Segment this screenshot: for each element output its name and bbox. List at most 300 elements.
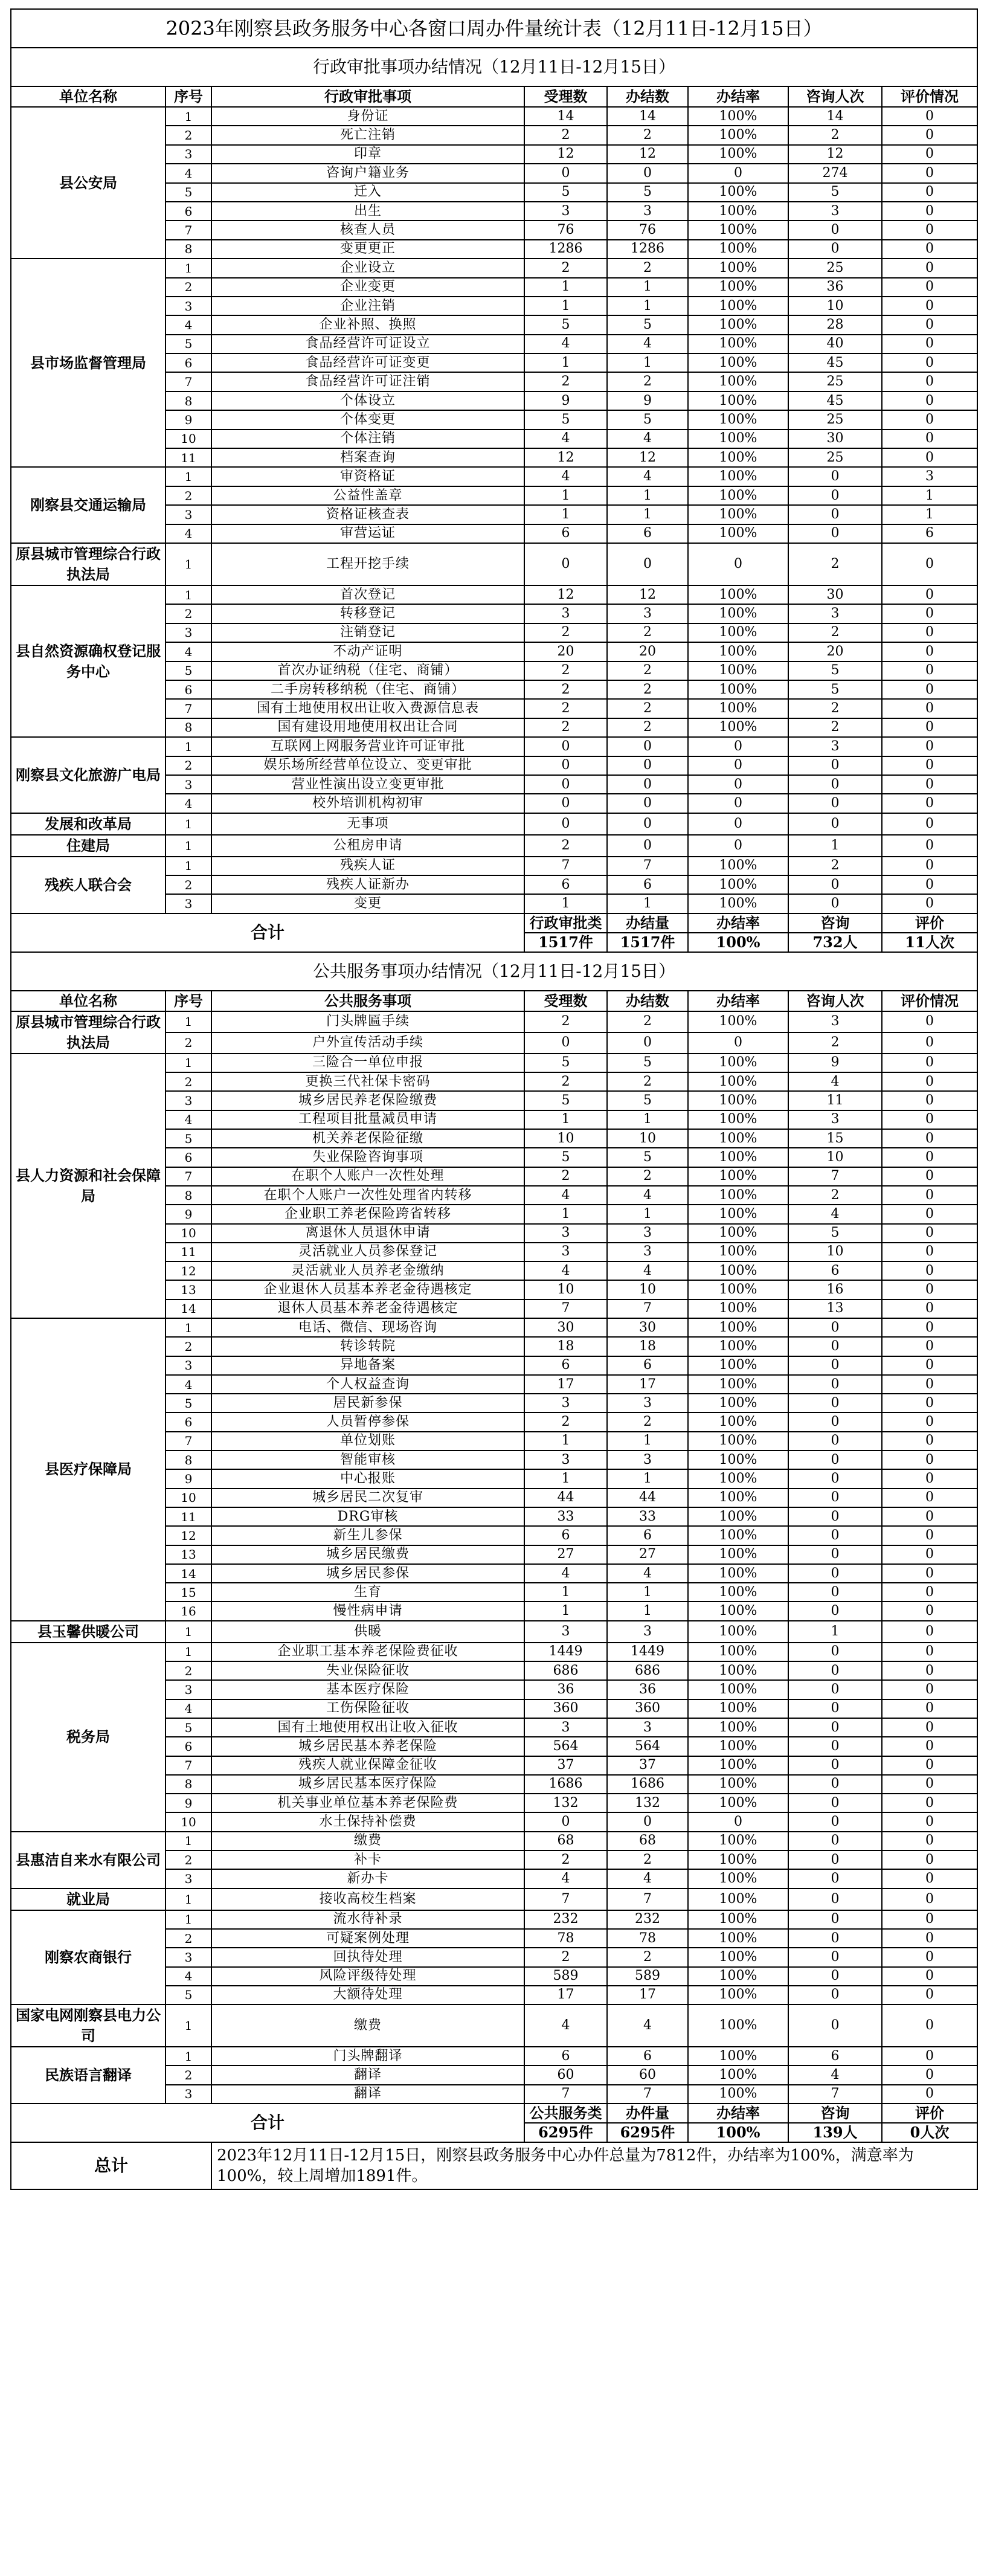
- rate-cell: 100%: [688, 1356, 788, 1375]
- completed-cell: 6: [607, 875, 688, 894]
- completed-cell: 0: [607, 543, 688, 585]
- public-total-label-1: 办件量: [607, 2104, 688, 2123]
- admin-total-value-3: 732人: [788, 933, 882, 952]
- rating-cell: 0: [882, 737, 977, 756]
- consult-cell: 3: [788, 1011, 882, 1032]
- admin-consult-header: 咨询人次: [788, 86, 882, 107]
- accepted-cell: 2: [524, 259, 607, 277]
- seq-cell: 1: [166, 585, 211, 604]
- completed-cell: 2: [607, 699, 688, 718]
- seq-cell: 3: [166, 1680, 211, 1699]
- rating-cell: 0: [882, 1054, 977, 1072]
- completed-cell: 2: [607, 1167, 688, 1186]
- consult-cell: 2: [788, 543, 882, 585]
- item-cell: 工伤保险征收: [211, 1699, 524, 1718]
- completed-cell: 18: [607, 1337, 688, 1356]
- accepted-cell: 1: [524, 353, 607, 372]
- rating-cell: 0: [882, 297, 977, 315]
- seq-cell: 8: [166, 718, 211, 737]
- seq-cell: 7: [166, 1167, 211, 1186]
- rating-cell: 3: [882, 467, 977, 486]
- completed-cell: 10: [607, 1129, 688, 1148]
- completed-cell: 4: [607, 1564, 688, 1583]
- table-row: [11, 543, 977, 585]
- accepted-cell: 1: [524, 894, 607, 913]
- item-cell: 食品经营许可证设立: [211, 335, 524, 353]
- seq-cell: 1: [166, 1621, 211, 1643]
- admin-subtitle: 行政审批事项办结情况（12月11日-12月15日）: [11, 48, 977, 86]
- rating-cell: 0: [882, 1680, 977, 1699]
- seq-cell: 7: [166, 372, 211, 391]
- item-cell: 转移登记: [211, 604, 524, 623]
- consult-cell: 36: [788, 278, 882, 297]
- admin-total-label-2: 办结率: [688, 913, 788, 933]
- rating-cell: 0: [882, 1583, 977, 1602]
- accepted-cell: 5: [524, 410, 607, 429]
- seq-cell: 1: [166, 737, 211, 756]
- item-cell: 企业注销: [211, 297, 524, 315]
- rate-cell: 100%: [688, 372, 788, 391]
- seq-cell: 3: [166, 297, 211, 315]
- rating-cell: 0: [882, 372, 977, 391]
- table-row: [11, 1910, 977, 1929]
- seq-cell: 6: [166, 1148, 211, 1167]
- completed-cell: 7: [607, 2085, 688, 2104]
- rating-cell: 0: [882, 543, 977, 585]
- dept-name-cell: 县惠洁自来水有限公司: [11, 1832, 166, 1889]
- dept-name-cell: 就业局: [11, 1889, 166, 1910]
- public-total-label-0: 公共服务类: [524, 2104, 607, 2123]
- completed-cell: 36: [607, 1680, 688, 1699]
- dept-name-cell: 残疾人联合会: [11, 857, 166, 913]
- seq-cell: 2: [166, 126, 211, 144]
- item-cell: 企业职工基本养老保险费征收: [211, 1643, 524, 1661]
- rate-cell: 0: [688, 164, 788, 182]
- consult-cell: 0: [788, 1507, 882, 1526]
- rate-cell: 100%: [688, 1507, 788, 1526]
- item-cell: 国有土地使用权出让收入征收: [211, 1718, 524, 1737]
- accepted-cell: 6: [524, 1356, 607, 1375]
- completed-cell: 1: [607, 486, 688, 505]
- consult-cell: 2: [788, 1032, 882, 1054]
- item-cell: 回执待处理: [211, 1948, 524, 1966]
- completed-cell: 44: [607, 1489, 688, 1507]
- rate-cell: 100%: [688, 2047, 788, 2066]
- accepted-cell: 44: [524, 1489, 607, 1507]
- rate-cell: 100%: [688, 410, 788, 429]
- rating-cell: 0: [882, 1718, 977, 1737]
- rating-cell: 0: [882, 1412, 977, 1431]
- completed-cell: 1: [607, 1110, 688, 1129]
- seq-cell: 5: [166, 662, 211, 680]
- accepted-cell: 5: [524, 1091, 607, 1110]
- item-cell: 中心报账: [211, 1469, 524, 1488]
- completed-cell: 4: [607, 2004, 688, 2047]
- rate-cell: 100%: [688, 107, 788, 126]
- seq-cell: 3: [166, 775, 211, 794]
- rate-cell: 100%: [688, 126, 788, 144]
- consult-cell: 0: [788, 2004, 882, 2047]
- rate-cell: 100%: [688, 524, 788, 543]
- item-cell: 公租房申请: [211, 835, 524, 857]
- consult-cell: 0: [788, 894, 882, 913]
- rate-cell: 100%: [688, 240, 788, 259]
- seq-cell: 4: [166, 315, 211, 334]
- seq-cell: 1: [166, 1832, 211, 1850]
- consult-cell: 2: [788, 1186, 882, 1205]
- accepted-cell: 1: [524, 1602, 607, 1620]
- seq-cell: 7: [166, 221, 211, 239]
- rate-cell: 100%: [688, 1224, 788, 1243]
- rating-cell: 0: [882, 1526, 977, 1545]
- admin-rating-header: 评价情况: [882, 86, 977, 107]
- accepted-cell: 0: [524, 737, 607, 756]
- rate-cell: 100%: [688, 1110, 788, 1129]
- accepted-cell: 2: [524, 662, 607, 680]
- accepted-cell: 0: [524, 543, 607, 585]
- rate-cell: 100%: [688, 1412, 788, 1431]
- accepted-cell: 1: [524, 1469, 607, 1488]
- rating-cell: 0: [882, 894, 977, 913]
- seq-cell: 1: [166, 2047, 211, 2066]
- seq-cell: 4: [166, 1110, 211, 1129]
- public-completed-header: 办结数: [607, 991, 688, 1011]
- table-row: [11, 813, 977, 835]
- seq-cell: 4: [166, 1699, 211, 1718]
- item-cell: 变更更正: [211, 240, 524, 259]
- accepted-cell: 1: [524, 1205, 607, 1223]
- consult-cell: 4: [788, 1205, 882, 1223]
- consult-cell: 0: [788, 1929, 882, 1948]
- accepted-cell: 232: [524, 1910, 607, 1929]
- consult-cell: 6: [788, 1261, 882, 1280]
- completed-cell: 78: [607, 1929, 688, 1948]
- rate-cell: 100%: [688, 1948, 788, 1966]
- rating-cell: 0: [882, 240, 977, 259]
- item-cell: 水土保持补偿费: [211, 1812, 524, 1831]
- rating-cell: 0: [882, 1910, 977, 1929]
- consult-cell: 0: [788, 1850, 882, 1869]
- consult-cell: 0: [788, 1643, 882, 1661]
- rate-cell: 100%: [688, 1832, 788, 1850]
- seq-cell: 4: [166, 642, 211, 661]
- consult-cell: 5: [788, 662, 882, 680]
- rating-cell: 0: [882, 1602, 977, 1620]
- completed-cell: 4: [607, 430, 688, 448]
- completed-cell: 1: [607, 1602, 688, 1620]
- accepted-cell: 2: [524, 1412, 607, 1431]
- accepted-cell: 4: [524, 335, 607, 353]
- item-cell: 二手房转移纳税（住宅、商铺）: [211, 680, 524, 699]
- dept-name-cell: 县玉馨供暖公司: [11, 1621, 166, 1643]
- item-cell: 核查人员: [211, 221, 524, 239]
- rating-cell: 0: [882, 202, 977, 221]
- rate-cell: 0: [688, 543, 788, 585]
- seq-cell: 4: [166, 1967, 211, 1986]
- completed-cell: 0: [607, 835, 688, 857]
- seq-cell: 3: [166, 1869, 211, 1888]
- consult-cell: 0: [788, 1680, 882, 1699]
- seq-cell: 7: [166, 699, 211, 718]
- rating-cell: 0: [882, 259, 977, 277]
- completed-cell: 4: [607, 1186, 688, 1205]
- accepted-cell: 0: [524, 1812, 607, 1831]
- admin-total-label: 合计: [11, 913, 524, 952]
- completed-cell: 1: [607, 505, 688, 524]
- rate-cell: 100%: [688, 221, 788, 239]
- item-cell: 基本医疗保险: [211, 1680, 524, 1699]
- completed-cell: 33: [607, 1507, 688, 1526]
- rating-cell: 0: [882, 835, 977, 857]
- completed-cell: 7: [607, 1299, 688, 1318]
- consult-cell: 12: [788, 145, 882, 164]
- rating-cell: 0: [882, 1775, 977, 1794]
- rating-cell: 0: [882, 126, 977, 144]
- rating-cell: 0: [882, 107, 977, 126]
- item-cell: 在职个人账户一次性处理省内转移: [211, 1186, 524, 1205]
- accepted-cell: 1286: [524, 240, 607, 259]
- accepted-cell: 1: [524, 1432, 607, 1451]
- completed-cell: 1286: [607, 240, 688, 259]
- report-sheet: [10, 8, 977, 2190]
- seq-cell: 3: [166, 1948, 211, 1966]
- title-row: [11, 9, 977, 48]
- dept-name-cell: 县公安局: [11, 107, 166, 259]
- consult-cell: 0: [788, 1812, 882, 1831]
- dept-name-cell: 国家电网刚察县电力公司: [11, 2004, 166, 2047]
- item-cell: 档案查询: [211, 448, 524, 467]
- completed-cell: 2: [607, 718, 688, 737]
- rate-cell: 100%: [688, 278, 788, 297]
- rating-cell: 0: [882, 623, 977, 642]
- seq-cell: 1: [166, 835, 211, 857]
- rating-cell: 0: [882, 1812, 977, 1831]
- rate-cell: 100%: [688, 1469, 788, 1488]
- rating-cell: 0: [882, 391, 977, 410]
- completed-cell: 3: [607, 1243, 688, 1261]
- seq-cell: 3: [166, 505, 211, 524]
- rate-cell: 100%: [688, 1545, 788, 1564]
- seq-cell: 7: [166, 1432, 211, 1451]
- completed-cell: 27: [607, 1545, 688, 1564]
- dept-name-cell: 县医疗保障局: [11, 1318, 166, 1621]
- completed-cell: 2: [607, 1412, 688, 1431]
- completed-cell: 17: [607, 1375, 688, 1394]
- accepted-cell: 1449: [524, 1643, 607, 1661]
- accepted-cell: 10: [524, 1129, 607, 1148]
- seq-cell: 6: [166, 202, 211, 221]
- seq-cell: 10: [166, 430, 211, 448]
- completed-cell: 5: [607, 1054, 688, 1072]
- rating-cell: 0: [882, 1167, 977, 1186]
- rate-cell: 100%: [688, 1072, 788, 1091]
- item-cell: 身份证: [211, 107, 524, 126]
- item-cell: 在职个人账户一次性处理: [211, 1167, 524, 1186]
- consult-cell: 1: [788, 1621, 882, 1643]
- dept-name-cell: 发展和改革局: [11, 813, 166, 835]
- item-cell: 人员暂停参保: [211, 1412, 524, 1431]
- completed-cell: 1: [607, 1583, 688, 1602]
- dept-name-cell: 原县城市管理综合行政执法局: [11, 1011, 166, 1054]
- consult-cell: 0: [788, 1451, 882, 1469]
- rate-cell: 100%: [688, 1337, 788, 1356]
- accepted-cell: 2: [524, 680, 607, 699]
- completed-cell: 360: [607, 1699, 688, 1718]
- completed-cell: 1: [607, 1469, 688, 1488]
- consult-cell: 2: [788, 126, 882, 144]
- dept-name-cell: 刚察农商银行: [11, 1910, 166, 2004]
- item-cell: 城乡居民参保: [211, 1564, 524, 1583]
- table-row: [11, 737, 977, 756]
- seq-cell: 5: [166, 1129, 211, 1148]
- consult-cell: 10: [788, 1243, 882, 1261]
- seq-cell: 2: [166, 2066, 211, 2084]
- seq-cell: 11: [166, 1243, 211, 1261]
- rating-cell: 0: [882, 1545, 977, 1564]
- rating-cell: 0: [882, 1224, 977, 1243]
- accepted-cell: 3: [524, 1224, 607, 1243]
- rate-cell: 100%: [688, 467, 788, 486]
- rate-cell: 100%: [688, 1564, 788, 1583]
- rate-cell: 100%: [688, 1661, 788, 1680]
- item-cell: 失业保险咨询事项: [211, 1148, 524, 1167]
- item-cell: 残疾人证: [211, 857, 524, 875]
- completed-cell: 9: [607, 391, 688, 410]
- summary-row: [11, 2142, 977, 2189]
- item-cell: 营业性演出设立变更审批: [211, 775, 524, 794]
- completed-cell: 37: [607, 1756, 688, 1775]
- accepted-cell: 6: [524, 2047, 607, 2066]
- accepted-cell: 33: [524, 1507, 607, 1526]
- item-cell: 审资格证: [211, 467, 524, 486]
- item-cell: 更换三代社保卡密码: [211, 1072, 524, 1091]
- completed-cell: 76: [607, 221, 688, 239]
- admin-total-labels-row: [11, 913, 977, 933]
- completed-cell: 232: [607, 1910, 688, 1929]
- rating-cell: 0: [882, 448, 977, 467]
- item-cell: 首次登记: [211, 585, 524, 604]
- consult-cell: 4: [788, 1072, 882, 1091]
- table-row: [11, 2047, 977, 2066]
- seq-cell: 2: [166, 1072, 211, 1091]
- completed-cell: 5: [607, 315, 688, 334]
- rating-cell: 0: [882, 2066, 977, 2084]
- rate-cell: 100%: [688, 1011, 788, 1032]
- rate-cell: 100%: [688, 297, 788, 315]
- rating-cell: 0: [882, 1756, 977, 1775]
- item-cell: 注销登记: [211, 623, 524, 642]
- rating-cell: 0: [882, 756, 977, 775]
- seq-cell: 8: [166, 1451, 211, 1469]
- rating-cell: 1: [882, 486, 977, 505]
- item-cell: 国有建设用地使用权出让合同: [211, 718, 524, 737]
- completed-cell: 1: [607, 1432, 688, 1451]
- rate-cell: 100%: [688, 1869, 788, 1888]
- rate-cell: 100%: [688, 1129, 788, 1148]
- public-item-header: 公共服务事项: [211, 991, 524, 1011]
- consult-cell: 0: [788, 1394, 882, 1412]
- rating-cell: 0: [882, 1869, 977, 1888]
- seq-cell: 13: [166, 1545, 211, 1564]
- rate-cell: 100%: [688, 857, 788, 875]
- accepted-cell: 589: [524, 1967, 607, 1986]
- rate-cell: 100%: [688, 1986, 788, 2004]
- consult-cell: 3: [788, 604, 882, 623]
- completed-cell: 3: [607, 1451, 688, 1469]
- item-cell: 退休人员基本养老金待遇核定: [211, 1299, 524, 1318]
- item-cell: 公益性盖章: [211, 486, 524, 505]
- seq-cell: 3: [166, 1091, 211, 1110]
- completed-cell: 17: [607, 1986, 688, 2004]
- completed-cell: 6: [607, 1526, 688, 1545]
- seq-cell: 1: [166, 1011, 211, 1032]
- completed-cell: 3: [607, 1621, 688, 1643]
- rate-cell: 100%: [688, 259, 788, 277]
- consult-cell: 10: [788, 297, 882, 315]
- item-cell: 供暖: [211, 1621, 524, 1643]
- completed-cell: 5: [607, 183, 688, 202]
- rating-cell: 0: [882, 1967, 977, 1986]
- accepted-cell: 0: [524, 164, 607, 182]
- consult-cell: 15: [788, 1129, 882, 1148]
- table-row: [11, 835, 977, 857]
- accepted-cell: 564: [524, 1737, 607, 1756]
- rating-cell: 0: [882, 1337, 977, 1356]
- item-cell: 企业职工养老保险跨省转移: [211, 1205, 524, 1223]
- rate-cell: 100%: [688, 894, 788, 913]
- completed-cell: 2: [607, 126, 688, 144]
- seq-cell: 3: [166, 1356, 211, 1375]
- rate-cell: 100%: [688, 183, 788, 202]
- public-total-label: 合计: [11, 2104, 524, 2142]
- item-cell: 不动产证明: [211, 642, 524, 661]
- completed-cell: 2: [607, 662, 688, 680]
- seq-cell: 8: [166, 1775, 211, 1794]
- rate-cell: 100%: [688, 1261, 788, 1280]
- consult-cell: 0: [788, 1699, 882, 1718]
- consult-cell: 0: [788, 1756, 882, 1775]
- consult-cell: 13: [788, 1299, 882, 1318]
- seq-cell: 6: [166, 353, 211, 372]
- rating-cell: 0: [882, 2004, 977, 2047]
- seq-cell: 1: [166, 107, 211, 126]
- rating-cell: 0: [882, 183, 977, 202]
- public-total-label-3: 咨询: [788, 2104, 882, 2123]
- consult-cell: 0: [788, 1318, 882, 1337]
- rating-cell: 6: [882, 524, 977, 543]
- rate-cell: 100%: [688, 1737, 788, 1756]
- rate-cell: 100%: [688, 448, 788, 467]
- completed-cell: 3: [607, 1224, 688, 1243]
- item-cell: 工程开挖手续: [211, 543, 524, 585]
- accepted-cell: 0: [524, 775, 607, 794]
- consult-cell: 0: [788, 1775, 882, 1794]
- completed-cell: 1: [607, 278, 688, 297]
- seq-cell: 1: [166, 857, 211, 875]
- completed-cell: 12: [607, 145, 688, 164]
- accepted-cell: 2: [524, 1167, 607, 1186]
- consult-cell: 25: [788, 410, 882, 429]
- consult-cell: 2: [788, 699, 882, 718]
- accepted-cell: 37: [524, 1756, 607, 1775]
- accepted-cell: 7: [524, 1889, 607, 1910]
- completed-cell: 686: [607, 1661, 688, 1680]
- seq-cell: 14: [166, 1564, 211, 1583]
- accepted-cell: 4: [524, 1564, 607, 1583]
- consult-cell: 16: [788, 1280, 882, 1299]
- rating-cell: 1: [882, 505, 977, 524]
- accepted-cell: 3: [524, 1718, 607, 1737]
